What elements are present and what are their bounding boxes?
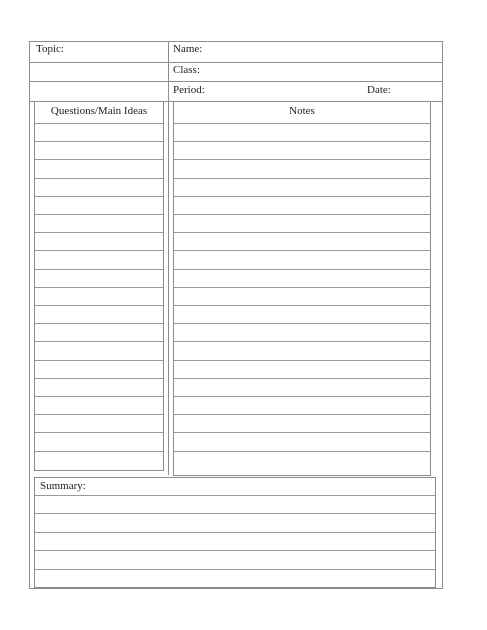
question-writing-line [35, 141, 163, 142]
question-writing-line [35, 396, 163, 397]
question-writing-line [35, 414, 163, 415]
question-writing-line [35, 123, 163, 124]
notes-writing-line [174, 414, 430, 415]
question-writing-line [35, 378, 163, 379]
question-writing-line [35, 196, 163, 197]
column-divider [168, 41, 169, 475]
summary-writing-line [35, 550, 435, 551]
notes-writing-line [174, 287, 430, 288]
notes-writing-line [174, 214, 430, 215]
question-writing-line [35, 250, 163, 251]
notes-writing-line [174, 396, 430, 397]
notes-writing-line [174, 341, 430, 342]
question-writing-line [35, 214, 163, 215]
header-row-divider-1 [29, 62, 443, 63]
summary-label: Summary: [40, 480, 86, 492]
notes-writing-line [174, 378, 430, 379]
question-writing-line [35, 323, 163, 324]
notes-writing-line [174, 196, 430, 197]
topic-label: Topic: [36, 43, 64, 55]
question-writing-line [35, 269, 163, 270]
notes-writing-line [174, 250, 430, 251]
summary-section [34, 477, 436, 588]
notes-writing-line [174, 451, 430, 452]
header-row-divider-2 [29, 81, 443, 82]
question-writing-line [35, 305, 163, 306]
notes-writing-line [174, 159, 430, 160]
question-writing-line [35, 451, 163, 452]
notes-column [173, 101, 431, 476]
name-label: Name: [173, 43, 203, 55]
notes-writing-line [174, 323, 430, 324]
notes-writing-line [174, 178, 430, 179]
summary-writing-line [35, 495, 435, 496]
summary-writing-line [35, 513, 435, 514]
notes-writing-line [174, 269, 430, 270]
date-label: Date: [367, 84, 391, 96]
notes-writing-line [174, 141, 430, 142]
notes-writing-line [174, 305, 430, 306]
question-writing-line [35, 432, 163, 433]
notes-writing-line [174, 123, 430, 124]
class-label: Class: [173, 64, 200, 76]
notes-writing-line [174, 432, 430, 433]
question-writing-line [35, 341, 163, 342]
question-writing-line [35, 287, 163, 288]
question-writing-line [35, 232, 163, 233]
period-label: Period: [173, 84, 205, 96]
question-writing-line [35, 159, 163, 160]
summary-writing-line [35, 569, 435, 570]
notes-title: Notes [289, 105, 315, 117]
question-writing-line [35, 178, 163, 179]
questions-column [34, 101, 164, 471]
question-writing-line [35, 360, 163, 361]
summary-writing-line [35, 532, 435, 533]
questions-title: Questions/Main Ideas [50, 105, 148, 117]
notes-writing-line [174, 232, 430, 233]
notes-writing-line [174, 360, 430, 361]
